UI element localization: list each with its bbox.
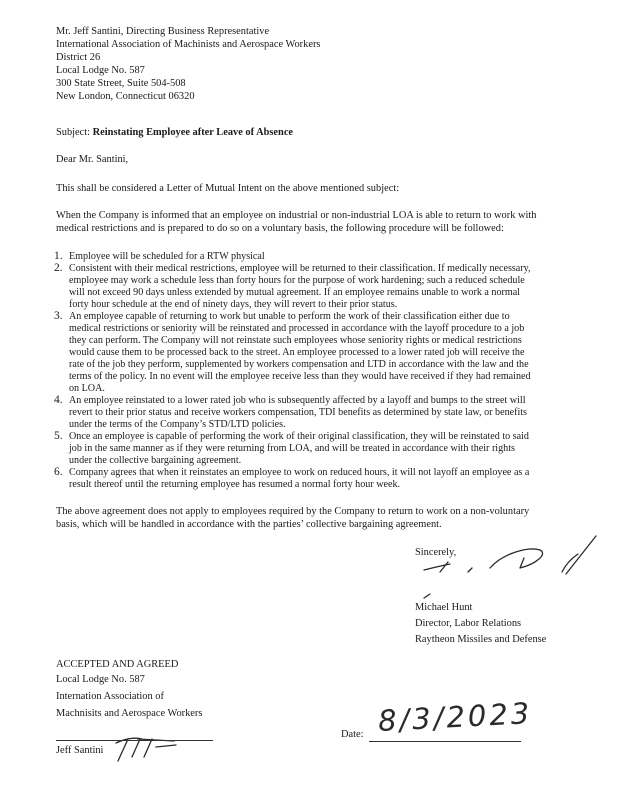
- procedure-paragraph: [56, 209, 536, 235]
- list-item-line: they can perform. The Company will not reinstate such employees whose seniority rights or medical restrictions: [69, 335, 522, 346]
- list-item-line: revert to their prior status and receive workers compensation, TDI benefits as determined by state law, or benefits: [69, 407, 527, 418]
- paragraph-line: basis, which will be handled in accordance with the parties’ collective bargaining agreement.: [56, 519, 442, 530]
- acceptance-heading: ACCEPTED AND AGREED: [56, 659, 179, 670]
- signer-block: [415, 601, 546, 646]
- acceptance-line: Internation Association of: [56, 691, 164, 702]
- list-item-line: Company agrees that when it reinstates an employee to work on reduced hours, it will not layoff an employee as a: [69, 467, 530, 478]
- address-line: New London, Connecticut 06320: [56, 91, 195, 102]
- signer-organization: Raytheon Missiles and Defense: [415, 634, 547, 645]
- address-line: Mr. Jeff Santini, Directing Business Representative: [56, 26, 270, 37]
- jeff-santini-signature: [114, 727, 194, 767]
- paragraph-line: When the Company is informed that an employee on industrial or non-industrial LOA is able to return to work with: [56, 210, 537, 221]
- signer-name: Michael Hunt: [415, 602, 473, 613]
- michael-hunt-signature: [410, 528, 610, 588]
- closing-salutation: Sincerely,: [415, 547, 457, 558]
- list-item-line: on LOA.: [69, 383, 105, 394]
- date-label: Date:: [341, 729, 364, 740]
- address-line: International Association of Machinists and Aerospace Workers: [56, 39, 321, 50]
- list-item-line: would cause them to be processed back to the street. An employee processed to a lower rated job will receive the: [69, 347, 525, 358]
- list-item-number: 4.: [54, 394, 63, 406]
- handwritten-date: 8/3/2023: [377, 695, 534, 739]
- list-item-line: forty hour schedule at the end of ninety days, they will revert to their prior status.: [69, 299, 398, 310]
- list-item-line: Employee will be scheduled for a RTW physical: [69, 251, 265, 262]
- address-block: [56, 25, 320, 103]
- salutation: Dear Mr. Santini,: [56, 154, 129, 165]
- list-item-line: job in the same manner as if they were returning from LOA, and will be treated in accordance with their rights: [69, 443, 515, 454]
- list-item-line: An employee capable of returning to work but unable to perform the work of their classification either due to: [69, 311, 510, 322]
- intro-paragraph: This shall be considered a Letter of Mutual Intent on the above mentioned subject:: [56, 183, 400, 194]
- subject-text: Reinstating Employee after Leave of Absence: [92, 127, 294, 138]
- list-item-line: Once an employee is capable of performing the work of their original classification, they will be reinstated to said: [69, 431, 529, 442]
- date-line: [369, 741, 521, 742]
- list-item-line: under the terms of the Company’s STD/LTD policies.: [69, 419, 286, 430]
- address-line: 300 State Street, Suite 504-508: [56, 78, 186, 89]
- signer-title: Director, Labor Relations: [415, 618, 522, 629]
- acceptance-line: Local Lodge No. 587: [56, 674, 145, 685]
- signature-line: [56, 740, 213, 741]
- paragraph-line: The above agreement does not apply to employees required by the Company to return to work on a non-voluntary: [56, 506, 530, 517]
- list-item-number: 3.: [54, 310, 63, 322]
- list-item-line: will not exceed 90 days unless extended by mutual agreement. If an employee remains unable to work a normal: [69, 287, 520, 298]
- list-item-line: An employee reinstated to a lower rated job who is subsequently affected by a layoff and bumps to the street will: [69, 395, 526, 406]
- list-item-number: 2.: [54, 262, 63, 274]
- acceptance-block: [56, 658, 202, 720]
- acceptance-signer-name: Jeff Santini: [56, 745, 104, 756]
- subject-label: Subject:: [56, 127, 91, 138]
- list-item-line: rate of the job they perform, supplemented by workers compensation and LTD in accordance with the law and the: [69, 359, 529, 370]
- list-item-number: 1.: [54, 250, 63, 262]
- list-item-line: result thereof until the returning employee has resumed a normal forty hour week.: [69, 479, 401, 490]
- list-item-line: terms of the policy. In no event will the employee receive less than they would have received if they had remained: [69, 371, 531, 382]
- list-item-line: medical restrictions or seniority will be reinstated and processed in accordance with the layoff procedure to a job: [69, 323, 525, 334]
- address-line: District 26: [56, 52, 101, 63]
- paragraph-line: medical restrictions and is prepared to do so on a voluntary basis, the following procedure will be followed:: [56, 223, 504, 234]
- acceptance-line: Machnisits and Aerospace Workers: [56, 708, 203, 719]
- list-item-line: under the collective bargaining agreement.: [69, 455, 242, 466]
- subject-line: [56, 126, 293, 139]
- list-item-line: employee may work a schedule less than forty hours for the purpose of work hardening; such a reduced schedule: [69, 275, 525, 286]
- address-line: Local Lodge No. 587: [56, 65, 145, 76]
- list-item-number: 5.: [54, 430, 63, 442]
- list-item-number: 6.: [54, 466, 63, 478]
- list-item-line: Consistent with their medical restrictions, employee will be returned to their classification. If medically necessary,: [69, 263, 531, 274]
